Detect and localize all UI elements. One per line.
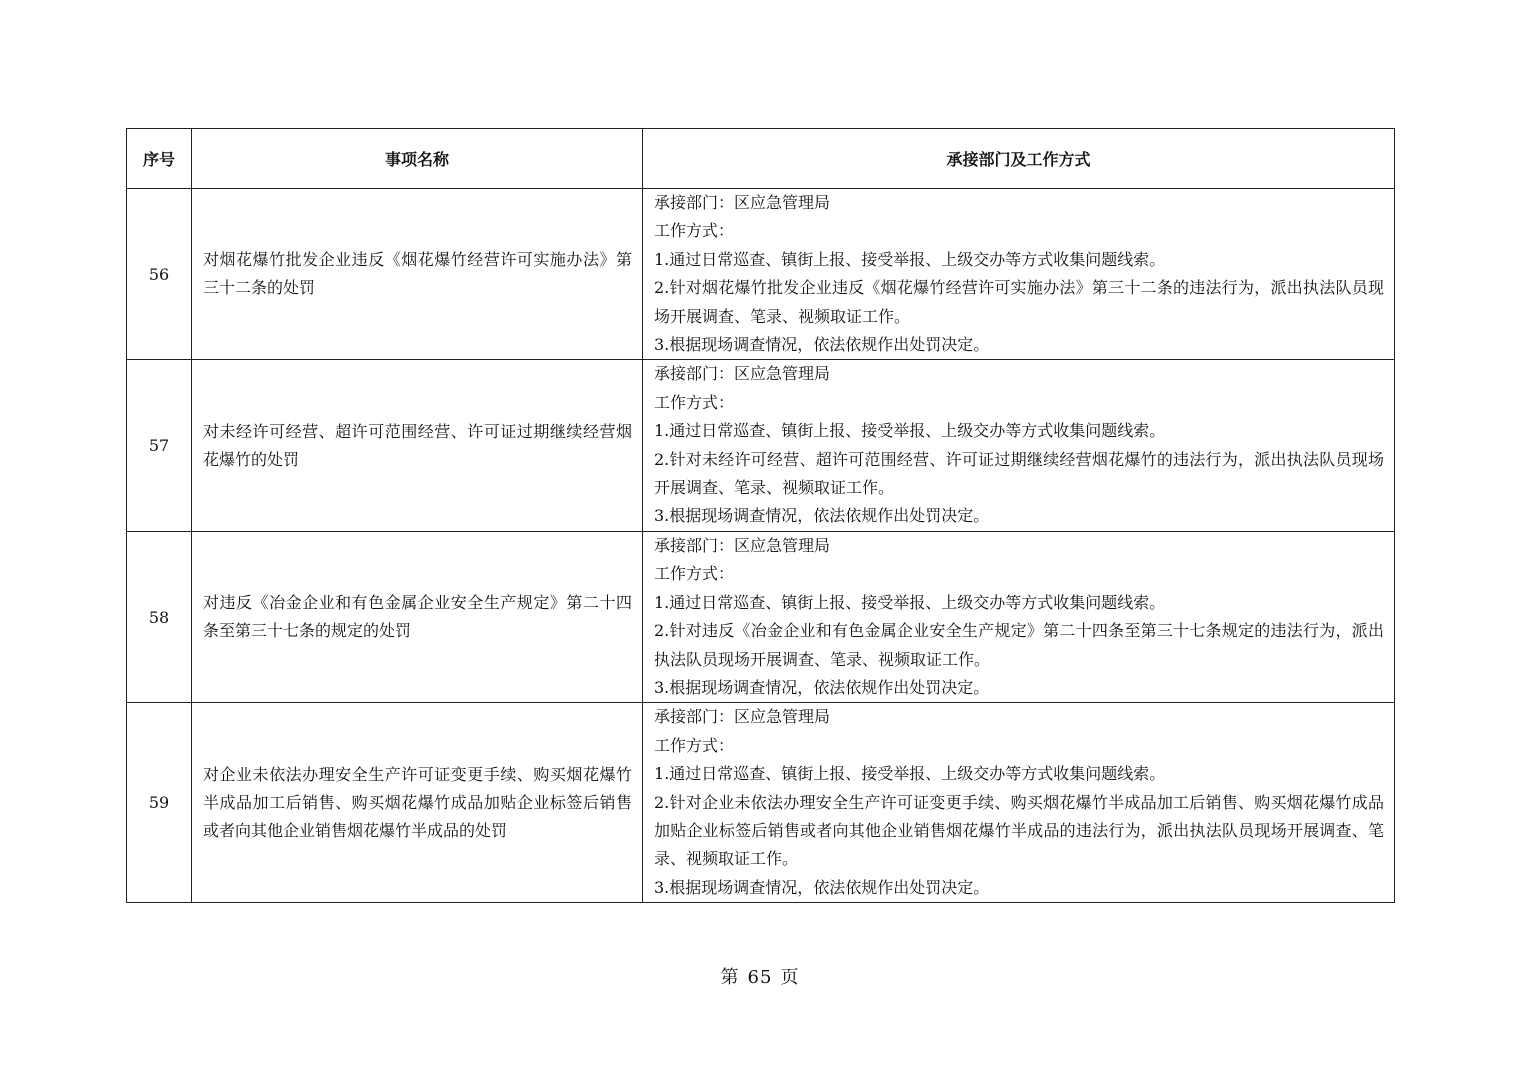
page-footer xyxy=(0,963,1520,989)
row-serial-number: 57 xyxy=(127,360,192,531)
header-matter-name: 事项名称 xyxy=(192,129,643,189)
table-row xyxy=(127,703,1395,903)
method-step: 2.针对违反《冶金企业和有色金属企业安全生产规定》第二十四条至第三十七条规定的违法行为，派出执法队员现场开展调查、笔录、视频取证工作。 xyxy=(654,621,1384,669)
method-step: 1.通过日常巡查、镇街上报、接受举报、上级交办等方式收集问题线索。 xyxy=(654,764,1166,784)
matters-table xyxy=(126,128,1395,903)
method-step: 2.针对企业未依法办理安全生产许可证变更手续、购买烟花爆竹半成品加工后销售、购买烟花爆竹成品加贴企业标签后销售或者向其他企业销售烟花爆竹半成品的违法行为，派出执法队员现场开展调查、笔录、视频取证工作。 xyxy=(654,792,1384,869)
method-label: 工作方式： xyxy=(654,392,735,412)
row-serial-number: 56 xyxy=(127,189,192,360)
method-step: 3.根据现场调查情况，依法依规作出处罚决定。 xyxy=(654,506,990,526)
method-step: 1.通过日常巡查、镇街上报、接受举报、上级交办等方式收集问题线索。 xyxy=(654,249,1166,269)
row-matter-name: 对违反《冶金企业和有色金属企业安全生产规定》第二十四条至第三十七条的规定的处罚 xyxy=(192,531,643,702)
header-serial-number: 序号 xyxy=(127,129,192,189)
row-department-method xyxy=(643,703,1395,903)
row-department-method xyxy=(643,531,1395,702)
row-department-method xyxy=(643,189,1395,360)
row-serial-number: 58 xyxy=(127,531,192,702)
table-row xyxy=(127,360,1395,531)
method-step: 1.通过日常巡查、镇街上报、接受举报、上级交办等方式收集问题线索。 xyxy=(654,592,1166,612)
method-label: 工作方式： xyxy=(654,221,735,241)
method-step: 2.针对未经许可经营、超许可范围经营、许可证过期继续经营烟花爆竹的违法行为，派出执法队员现场开展调查、笔录、视频取证工作。 xyxy=(654,449,1384,498)
page-number: 65 xyxy=(747,967,773,988)
method-step: 1.通过日常巡查、镇街上报、接受举报、上级交办等方式收集问题线索。 xyxy=(654,421,1166,441)
method-label: 工作方式： xyxy=(654,735,735,755)
page-suffix: 页 xyxy=(780,967,800,988)
department-line: 承接部门：区应急管理局 xyxy=(654,535,831,555)
method-step: 3.根据现场调查情况，依法依规作出处罚决定。 xyxy=(654,335,990,355)
department-line: 承接部门：区应急管理局 xyxy=(654,707,831,727)
row-matter-name: 对企业未依法办理安全生产许可证变更手续、购买烟花爆竹半成品加工后销售、购买烟花爆竹成品加贴企业标签后销售或者向其他企业销售烟花爆竹半成品的处罚 xyxy=(192,703,643,903)
method-step: 3.根据现场调查情况，依法依规作出处罚决定。 xyxy=(654,877,990,897)
row-matter-name: 对未经许可经营、超许可范围经营、许可证过期继续经营烟花爆竹的处罚 xyxy=(192,360,643,531)
department-line: 承接部门：区应急管理局 xyxy=(654,193,831,212)
header-department-method: 承接部门及工作方式 xyxy=(643,129,1395,189)
table-row xyxy=(127,531,1395,702)
table-header-row xyxy=(127,129,1395,189)
method-step: 2.针对烟花爆竹批发企业违反《烟花爆竹经营许可实施办法》第三十二条的违法行为，派出执法队员现场开展调查、笔录、视频取证工作。 xyxy=(654,278,1384,326)
row-matter-name: 对烟花爆竹批发企业违反《烟花爆竹经营许可实施办法》第三十二条的处罚 xyxy=(192,189,643,360)
table-row xyxy=(127,189,1395,360)
method-step: 3.根据现场调查情况，依法依规作出处罚决定。 xyxy=(654,677,990,697)
row-serial-number: 59 xyxy=(127,703,192,903)
row-department-method xyxy=(643,360,1395,531)
page-prefix: 第 xyxy=(720,967,740,988)
method-label: 工作方式： xyxy=(654,564,735,584)
department-line: 承接部门：区应急管理局 xyxy=(654,364,831,384)
